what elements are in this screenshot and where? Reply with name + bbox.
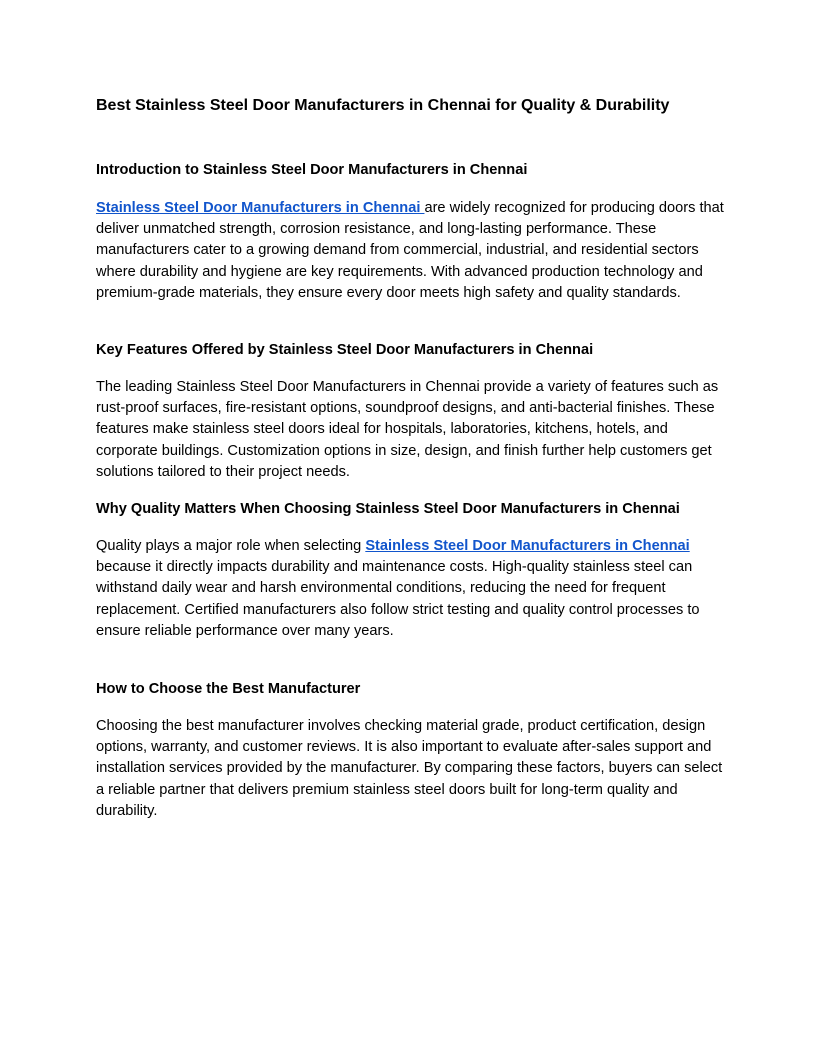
section-heading-how-to-choose: How to Choose the Best Manufacturer <box>96 681 361 697</box>
document-title: Best Stainless Steel Door Manufacturers in Chennai for Quality & Durability <box>96 97 670 114</box>
section-how-to-choose <box>96 679 724 822</box>
quality-body-after-link: because it directly impacts durability and maintenance costs. High-quality stainless steel can withstand daily wear and harsh environmental conditions, reducing the need for frequent replacement. Certified manufacturers also follow strict testing and quality control processes to ensure reliable performance over many years. <box>96 559 700 639</box>
quality-body-before-link: Quality plays a major role when selecting <box>96 538 366 554</box>
link-stainless-steel-door-manufacturers-quality[interactable]: Stainless Steel Door Manufacturers in Chennai <box>365 538 690 554</box>
section-introduction <box>96 160 724 304</box>
section-body-key-features: The leading Stainless Steel Door Manufacturers in Chennai provide a variety of features such as rust-proof surfaces, fire-resistant options, soundproof designs, and anti-bacterial finishes. These features make stainless steel doors ideal for hospitals, laboratories, kitchens, hotels, and corporate buildings. Customization options in size, design, and finish further help customers get solutions tailored to their project needs. <box>96 379 719 480</box>
section-key-features <box>96 340 724 483</box>
link-stainless-steel-door-manufacturers-intro[interactable]: Stainless Steel Door Manufacturers in Chennai <box>96 200 425 216</box>
section-heading-key-features: Key Features Offered by Stainless Steel Door Manufacturers in Chennai <box>96 342 594 358</box>
section-body-how-to-choose: Choosing the best manufacturer involves checking material grade, product certification, design options, warranty, and customer reviews. It is also important to evaluate after-sales support and installation services provided by the manufacturer. By comparing these factors, buyers can select a reliable partner that delivers premium stainless steel doors built for long-term quality and durability. <box>96 718 723 819</box>
section-body-why-quality <box>96 536 724 642</box>
section-heading-why-quality: Why Quality Matters When Choosing Stainless Steel Door Manufacturers in Chennai <box>96 501 680 517</box>
section-body-introduction <box>96 198 724 304</box>
section-heading-introduction: Introduction to Stainless Steel Door Manufacturers in Chennai <box>96 162 528 178</box>
intro-body-text: are widely recognized for producing doors that deliver unmatched strength, corrosion resistance, and long-lasting performance. These manufacturers cater to a growing demand from commercial, industrial, and residential sectors where durability and hygiene are key requirements. With advanced production technology and premium-grade materials, they ensure every door meets high safety and quality standards. <box>96 200 724 301</box>
section-why-quality <box>96 499 724 642</box>
